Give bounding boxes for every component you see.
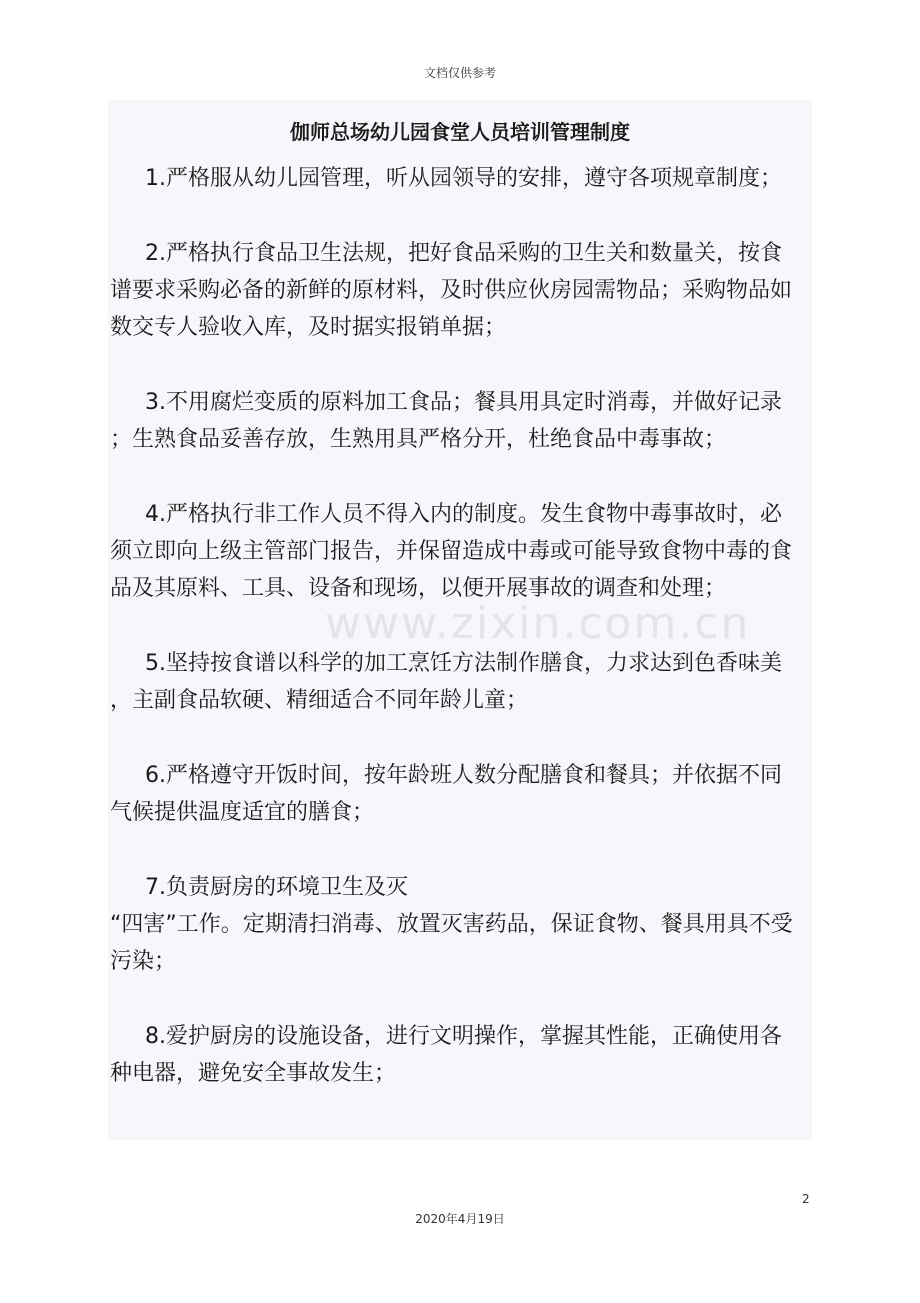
paragraph-line: 6.严格遵守开饭时间，按年龄班人数分配膳食和餐具；并依据不同 [145, 763, 782, 788]
paragraph-line: 污染； [110, 949, 177, 974]
paragraph [110, 869, 810, 980]
paragraph-line: 2.严格执行食品卫生法规，把好食品采购的卫生关和数量关，按食 [145, 241, 782, 266]
paragraph-line: 8.爱护厨房的设施设备，进行文明操作，掌握其性能，正确使用各 [145, 1024, 782, 1049]
paragraph-line: ，主副食品软硬、精细适合不同年龄儿童； [110, 688, 529, 713]
paragraph [110, 160, 810, 197]
paragraph-line: ；生熟食品妥善存放，生熟用具严格分开，杜绝食品中毒事故； [110, 427, 727, 452]
header-note: 文档仅供参考 [423, 66, 496, 80]
paragraph-line: 种电器，避免安全事故发生； [110, 1061, 397, 1086]
paragraph-line: 5.坚持按食谱以科学的加工烹饪方法制作膳食，力求达到色香味美 [145, 651, 782, 676]
paragraph-line: 谱要求采购必备的新鲜的原材料，及时供应伙房园需物品；采购物品如 [110, 278, 793, 303]
paragraph [110, 496, 810, 607]
paragraph-line: 须立即向上级主管部门报告，并保留造成中毒或可能导致食物中毒的食 [110, 539, 793, 564]
page-number: 2 [802, 1192, 810, 1206]
document-title: 伽师总场幼儿园食堂人员培训管理制度 [290, 120, 630, 144]
footer-date: 2020年4月19日 [415, 1212, 505, 1226]
paragraph-line: 3.不用腐烂变质的原料加工食品；餐具用具定时消毒，并做好记录 [145, 390, 782, 415]
paragraph-line: 4.严格执行非工作人员不得入内的制度。发生食物中毒事故时，必 [145, 502, 782, 527]
paragraph [110, 235, 810, 346]
paragraph [110, 757, 810, 831]
paragraph-line: 气候提供温度适宜的膳食； [110, 800, 375, 825]
paragraph-line: 品及其原料、工具、设备和现场，以便开展事故的调查和处理； [110, 576, 727, 601]
paragraph [110, 384, 810, 458]
paragraph-line: 7.负责厨房的环境卫生及灭 [145, 875, 408, 900]
paragraph-line: 数交专人验收入库，及时据实报销单据； [110, 315, 507, 340]
paragraph-list [110, 160, 810, 1130]
watermark: www.zixin.com.cn [325, 598, 751, 649]
paragraph [110, 1018, 810, 1092]
paragraph-line: 1.严格服从幼儿园管理，听从园领导的安排，遵守各项规章制度； [145, 166, 782, 191]
paragraph [110, 645, 810, 719]
paragraph-line: “四害”工作。定期清扫消毒、放置灭害药品，保证食物、餐具用具不受 [110, 912, 793, 937]
